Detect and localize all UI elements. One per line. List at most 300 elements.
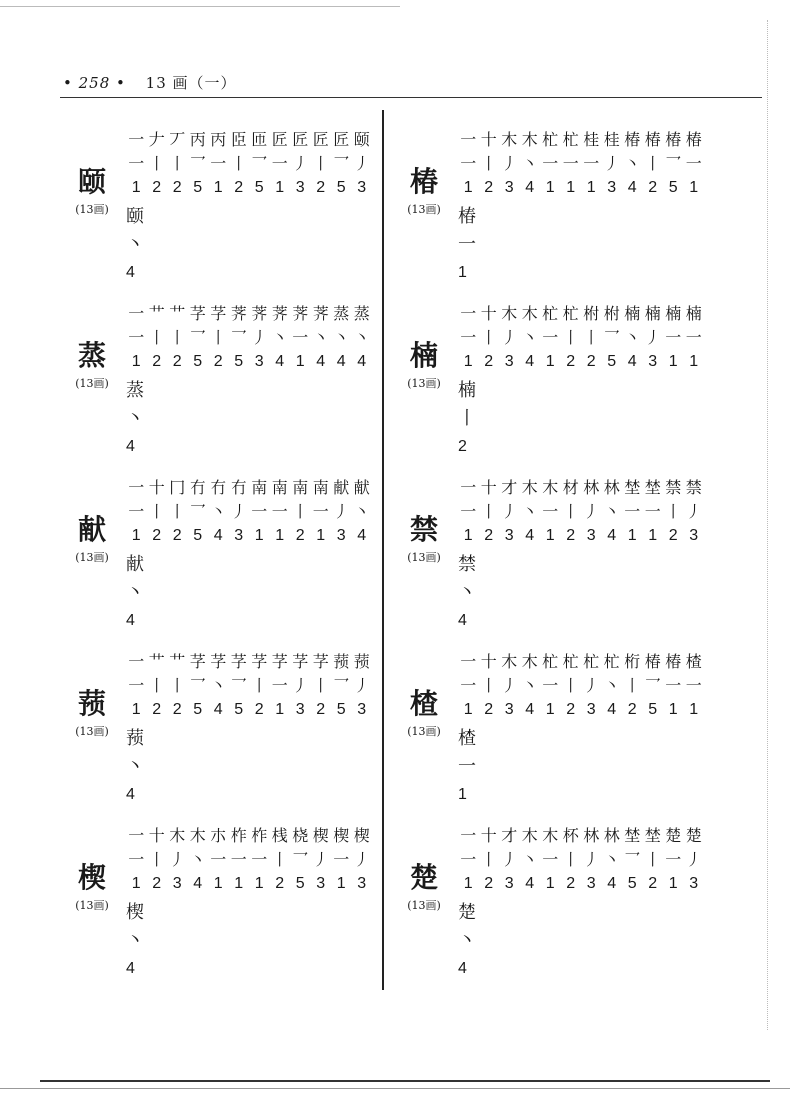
number-cell: 2 (484, 875, 494, 892)
stroke-cell: 一 (128, 328, 145, 347)
character-entry (394, 650, 724, 820)
character-entry (62, 302, 392, 472)
number-cell: 4 (525, 353, 535, 370)
stroke-cell: 丶 (353, 328, 370, 347)
stroke-cell: 一 (128, 154, 145, 173)
number-cell: 3 (357, 875, 367, 892)
number-cell: 3 (357, 701, 367, 718)
number-cell: 2 (566, 875, 576, 892)
character-entry (394, 476, 724, 646)
progress-row (458, 824, 704, 848)
progress-cell: 杧 (583, 652, 600, 671)
numbers-row (458, 524, 704, 548)
progress-cell: 冇 (189, 478, 206, 497)
progress-cell: 林 (583, 478, 600, 497)
number-cell: 2 (484, 179, 494, 196)
stroke-cell: 一 (624, 502, 641, 521)
final-stroke-number: 4 (126, 960, 135, 977)
entry-character: 颐 (77, 165, 106, 198)
number-cell: 3 (172, 875, 182, 892)
progress-cell: 埜 (644, 478, 661, 497)
number-cell: 5 (668, 179, 678, 196)
progress-cell: 木 (542, 826, 559, 845)
number-cell: 5 (193, 527, 203, 544)
stroke-cell: 一 (665, 676, 682, 695)
progress-cell: 朩 (210, 826, 227, 845)
stroke-cell: 一 (128, 676, 145, 695)
number-cell: 5 (234, 701, 244, 718)
stroke-cell: 丿 (501, 502, 518, 521)
stroke-cell: 丿 (292, 676, 309, 695)
stroke-cell: 丨 (169, 676, 186, 695)
number-cell: 4 (357, 353, 367, 370)
number-cell: 2 (172, 179, 182, 196)
number-cell: 3 (295, 179, 305, 196)
stroke-cell: 一 (312, 502, 329, 521)
entry-label (394, 862, 454, 913)
stroke-cell: 乛 (230, 676, 247, 695)
number-cell: 4 (193, 875, 203, 892)
page-number: • 258 • (63, 74, 126, 92)
final-stroke: 一 (458, 234, 476, 255)
final-character: 献 (126, 554, 144, 575)
progress-cell: 芓 (189, 304, 206, 323)
number-cell: 2 (316, 179, 326, 196)
progress-row (458, 128, 704, 152)
stroke-cell: 一 (583, 154, 600, 173)
number-cell: 1 (234, 875, 244, 892)
progress-cell: 艹 (148, 652, 165, 671)
entry-label (394, 688, 454, 739)
number-cell: 4 (336, 353, 346, 370)
stroke-cell: 丨 (271, 850, 288, 869)
stroke-cell: 丶 (210, 676, 227, 695)
strokes-row (458, 848, 704, 872)
progress-cell: 木 (521, 478, 538, 497)
section-title: 13 画（一） (145, 74, 237, 92)
page-header (63, 72, 237, 93)
progress-cell: 匠 (271, 130, 288, 149)
progress-cell: 椿 (624, 130, 641, 149)
progress-cell: 南 (292, 478, 309, 497)
stroke-cell: 乛 (189, 502, 206, 521)
character-entry (394, 824, 724, 994)
number-cell: 3 (504, 527, 514, 544)
final-stroke-column (126, 377, 150, 461)
header-rule (60, 97, 762, 98)
progress-cell: 蒸 (353, 304, 370, 323)
stroke-cell: 丨 (480, 502, 497, 521)
number-cell: 1 (545, 353, 555, 370)
number-cell: 2 (152, 179, 162, 196)
progress-cell: 杧 (562, 652, 579, 671)
final-stroke-column (126, 725, 150, 809)
stroke-count-label: (13画) (75, 203, 109, 216)
stroke-order-grid (126, 650, 372, 722)
number-cell: 4 (627, 353, 637, 370)
stroke-cell: 一 (542, 676, 559, 695)
progress-row (126, 302, 372, 326)
number-cell: 5 (607, 353, 617, 370)
number-cell: 4 (607, 701, 617, 718)
stroke-count-label: (13画) (407, 899, 441, 912)
entry-label (394, 166, 454, 217)
number-cell: 2 (152, 527, 162, 544)
progress-cell: 蒸 (333, 304, 350, 323)
progress-cell: 芓 (292, 652, 309, 671)
stroke-cell: 丨 (480, 154, 497, 173)
stroke-cell: 丿 (501, 676, 518, 695)
final-character: 椿 (458, 206, 476, 227)
stroke-cell: 丨 (148, 154, 165, 173)
number-cell: 4 (525, 527, 535, 544)
progress-cell: 椿 (685, 130, 702, 149)
number-cell: 2 (484, 701, 494, 718)
stroke-cell: 丨 (169, 154, 186, 173)
number-cell: 1 (545, 527, 555, 544)
stroke-cell: 乛 (251, 154, 268, 173)
stroke-cell: 乛 (624, 850, 641, 869)
number-cell: 1 (131, 875, 141, 892)
number-cell: 1 (545, 179, 555, 196)
number-cell: 1 (213, 875, 223, 892)
number-cell: 3 (504, 179, 514, 196)
final-stroke-number: 1 (458, 264, 467, 281)
final-stroke-number: 4 (458, 960, 467, 977)
progress-cell: 埜 (644, 826, 661, 845)
stroke-cell: 丨 (665, 502, 682, 521)
final-stroke: 丶 (126, 408, 144, 429)
strokes-row (458, 326, 704, 350)
progress-cell: 一 (460, 826, 477, 845)
stroke-order-grid (126, 824, 372, 896)
progress-cell: 禁 (665, 478, 682, 497)
number-cell: 2 (172, 527, 182, 544)
stroke-cell: 一 (271, 502, 288, 521)
progress-cell: 楂 (685, 652, 702, 671)
final-character: 楚 (458, 902, 476, 923)
progress-cell: 冂 (169, 478, 186, 497)
stroke-count-label: (13画) (407, 203, 441, 216)
number-cell: 2 (566, 353, 576, 370)
stroke-cell: 丿 (169, 850, 186, 869)
progress-cell: 冇 (230, 478, 247, 497)
strokes-row (458, 674, 704, 698)
stroke-cell: 丨 (251, 676, 268, 695)
progress-cell: 杧 (542, 304, 559, 323)
progress-row (458, 476, 704, 500)
stroke-cell: 一 (542, 154, 559, 173)
stroke-count-label: (13画) (75, 725, 109, 738)
stroke-cell: 一 (128, 502, 145, 521)
stroke-cell: 丿 (501, 850, 518, 869)
stroke-count-label: (13画) (75, 377, 109, 390)
stroke-cell: 丿 (501, 154, 518, 173)
strokes-row (458, 500, 704, 524)
progress-cell: 柎 (583, 304, 600, 323)
character-entry (394, 128, 724, 298)
stroke-count-label: (13画) (407, 377, 441, 390)
number-cell: 1 (275, 701, 285, 718)
progress-cell: 艹 (148, 304, 165, 323)
progress-cell: 桂 (583, 130, 600, 149)
progress-cell: 林 (583, 826, 600, 845)
stroke-cell: 丨 (169, 502, 186, 521)
number-cell: 1 (586, 179, 596, 196)
number-cell: 1 (275, 527, 285, 544)
numbers-row (458, 698, 704, 722)
progress-cell: 才 (501, 478, 518, 497)
progress-cell: 木 (501, 652, 518, 671)
progress-cell: 芓 (210, 652, 227, 671)
entry-label (62, 514, 122, 565)
number-cell: 2 (234, 179, 244, 196)
number-cell: 2 (566, 701, 576, 718)
number-cell: 1 (545, 701, 555, 718)
character-entry (62, 128, 392, 298)
stroke-cell: 丶 (624, 154, 641, 173)
progress-cell: 楚 (685, 826, 702, 845)
stroke-cell: 乛 (230, 328, 247, 347)
stroke-cell: 乛 (665, 154, 682, 173)
progress-row (126, 824, 372, 848)
number-cell: 3 (316, 875, 326, 892)
stroke-cell: 丿 (353, 676, 370, 695)
number-cell: 4 (275, 353, 285, 370)
stroke-cell: 丿 (353, 850, 370, 869)
strokes-row (126, 500, 372, 524)
stroke-cell: 丿 (583, 676, 600, 695)
progress-cell: 𦣝 (230, 130, 247, 149)
progress-cell: 蓣 (353, 652, 370, 671)
number-cell: 3 (357, 179, 367, 196)
stroke-cell: 一 (230, 850, 247, 869)
final-character: 蓣 (126, 728, 144, 749)
number-cell: 4 (607, 875, 617, 892)
final-character: 楠 (458, 380, 476, 401)
number-cell: 5 (627, 875, 637, 892)
stroke-cell: 丿 (251, 328, 268, 347)
final-stroke-column (458, 203, 482, 287)
top-rule (0, 6, 400, 7)
progress-cell: 柞 (230, 826, 247, 845)
progress-cell: 荠 (230, 304, 247, 323)
progress-cell: 十 (480, 478, 497, 497)
progress-cell: 椿 (644, 652, 661, 671)
final-stroke-number: 2 (458, 438, 467, 455)
stroke-cell: 丨 (624, 676, 641, 695)
number-cell: 5 (193, 701, 203, 718)
number-cell: 4 (607, 527, 617, 544)
stroke-count-label: (13画) (75, 899, 109, 912)
final-stroke: 丶 (126, 234, 144, 255)
progress-cell: 丙 (210, 130, 227, 149)
number-cell: 1 (689, 701, 699, 718)
stroke-cell: 乛 (333, 154, 350, 173)
stroke-cell: 丨 (292, 502, 309, 521)
number-cell: 3 (504, 701, 514, 718)
numbers-row (126, 872, 372, 896)
stroke-cell: 一 (251, 502, 268, 521)
stroke-cell: 丨 (148, 850, 165, 869)
progress-cell: 柎 (603, 304, 620, 323)
number-cell: 1 (295, 353, 305, 370)
stroke-cell: 一 (251, 850, 268, 869)
progress-cell: 材 (562, 478, 579, 497)
character-entry (394, 302, 724, 472)
stroke-cell: 丿 (353, 154, 370, 173)
stroke-cell: 丨 (480, 328, 497, 347)
final-stroke-column (458, 899, 482, 983)
progress-cell: 木 (521, 652, 538, 671)
stroke-cell: 丿 (501, 328, 518, 347)
progress-cell: 艹 (169, 304, 186, 323)
stroke-order-grid (458, 824, 704, 896)
number-cell: 4 (525, 701, 535, 718)
number-cell: 5 (254, 179, 264, 196)
number-cell: 1 (336, 875, 346, 892)
progress-cell: 丆 (169, 130, 186, 149)
stroke-cell: 丨 (480, 850, 497, 869)
number-cell: 3 (254, 353, 264, 370)
number-cell: 1 (463, 875, 473, 892)
stroke-cell: 丶 (521, 328, 538, 347)
progress-cell: 才 (501, 826, 518, 845)
progress-cell: 楠 (624, 304, 641, 323)
final-stroke-number: 4 (126, 264, 135, 281)
number-cell: 2 (484, 353, 494, 370)
number-cell: 5 (336, 701, 346, 718)
number-cell: 2 (566, 527, 576, 544)
progress-cell: 荠 (271, 304, 288, 323)
number-cell: 2 (152, 875, 162, 892)
stroke-count-label: (13画) (75, 551, 109, 564)
final-stroke: 一 (458, 756, 476, 777)
stroke-cell: 丨 (148, 676, 165, 695)
character-entry (62, 824, 392, 994)
final-stroke-number: 4 (126, 438, 135, 455)
stroke-cell: 一 (460, 328, 477, 347)
final-stroke: 丨 (458, 408, 476, 429)
stroke-cell: 丶 (603, 850, 620, 869)
character-entry (62, 650, 392, 820)
stroke-cell: 一 (685, 328, 702, 347)
stroke-cell: 一 (562, 154, 579, 173)
number-cell: 4 (316, 353, 326, 370)
numbers-row (458, 350, 704, 374)
number-cell: 2 (213, 353, 223, 370)
stroke-cell: 乛 (189, 676, 206, 695)
progress-cell: 十 (480, 826, 497, 845)
stroke-cell: 丶 (210, 502, 227, 521)
progress-cell: 木 (169, 826, 186, 845)
number-cell: 5 (648, 701, 658, 718)
stroke-count-label: (13画) (407, 551, 441, 564)
progress-cell: 南 (271, 478, 288, 497)
stroke-cell: 丶 (312, 328, 329, 347)
progress-cell: 十 (480, 304, 497, 323)
number-cell: 1 (316, 527, 326, 544)
stroke-cell: 一 (685, 154, 702, 173)
number-cell: 1 (668, 701, 678, 718)
stroke-order-grid (458, 650, 704, 722)
number-cell: 1 (627, 527, 637, 544)
stroke-cell: 丨 (583, 328, 600, 347)
final-stroke-column (126, 551, 150, 635)
progress-cell: 芓 (210, 304, 227, 323)
progress-cell: 艹 (169, 652, 186, 671)
stroke-cell: 丨 (230, 154, 247, 173)
final-stroke: 丶 (458, 930, 476, 951)
stroke-cell: 丿 (685, 502, 702, 521)
progress-row (458, 302, 704, 326)
stroke-cell: 丿 (685, 850, 702, 869)
progress-cell: 木 (521, 304, 538, 323)
progress-cell: 楔 (312, 826, 329, 845)
progress-row (126, 128, 372, 152)
progress-cell: 一 (128, 652, 145, 671)
number-cell: 3 (648, 353, 658, 370)
stroke-cell: 丶 (521, 676, 538, 695)
progress-cell: 木 (501, 304, 518, 323)
progress-cell: 桂 (603, 130, 620, 149)
stroke-cell: 丨 (312, 676, 329, 695)
progress-cell: 柞 (251, 826, 268, 845)
stroke-cell: 丨 (210, 328, 227, 347)
strokes-row (126, 152, 372, 176)
progress-cell: 南 (251, 478, 268, 497)
numbers-row (126, 350, 372, 374)
stroke-cell: 丿 (603, 154, 620, 173)
stroke-cell: 丿 (292, 154, 309, 173)
progress-cell: 杧 (542, 130, 559, 149)
final-stroke: 丶 (126, 756, 144, 777)
stroke-order-grid (458, 476, 704, 548)
number-cell: 1 (131, 353, 141, 370)
final-stroke-number: 4 (458, 612, 467, 629)
progress-cell: 一 (460, 478, 477, 497)
stroke-cell: 丶 (353, 502, 370, 521)
stroke-cell: 一 (665, 328, 682, 347)
stroke-cell: 一 (665, 850, 682, 869)
strokes-row (126, 326, 372, 350)
number-cell: 4 (213, 701, 223, 718)
stroke-cell: 丨 (644, 850, 661, 869)
progress-cell: 冇 (210, 478, 227, 497)
number-cell: 1 (254, 527, 264, 544)
entry-character: 楂 (409, 687, 438, 720)
entry-label (62, 862, 122, 913)
progress-cell: 桁 (624, 652, 641, 671)
number-cell: 2 (152, 701, 162, 718)
stroke-cell: 一 (292, 328, 309, 347)
progress-cell: 木 (542, 478, 559, 497)
progress-cell: 楠 (665, 304, 682, 323)
number-cell: 2 (627, 701, 637, 718)
number-cell: 4 (525, 179, 535, 196)
stroke-cell: 一 (460, 154, 477, 173)
stroke-cell: 乛 (603, 328, 620, 347)
number-cell: 3 (586, 701, 596, 718)
stroke-cell: 一 (685, 676, 702, 695)
numbers-row (458, 872, 704, 896)
progress-cell: 木 (189, 826, 206, 845)
entry-character: 楔 (77, 861, 106, 894)
final-stroke: 丶 (126, 930, 144, 951)
progress-cell: 一 (128, 478, 145, 497)
progress-cell: 椿 (644, 130, 661, 149)
number-cell: 4 (525, 875, 535, 892)
